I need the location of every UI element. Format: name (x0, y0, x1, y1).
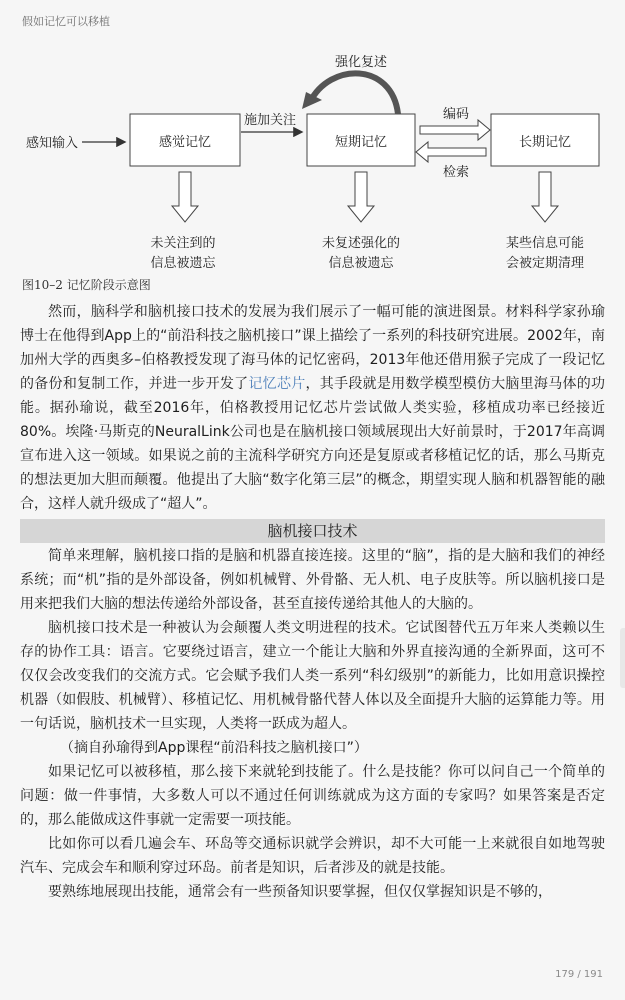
long-forget-line1: 某些信息可能 (505, 236, 585, 251)
long-forget-arrow (532, 172, 558, 222)
book-title-header: 假如记忆可以移植 (22, 15, 110, 28)
paragraph-6: 比如你可以看几遍会车、环岛等交通标识就学会辨识，却不大可能一上来就很自如地驾驶汽车、完成会车和顺利穿过环岛。前者是知识，后者涉及的就是技能。 (20, 836, 605, 876)
memory-chip-link[interactable]: 记忆芯片 (248, 376, 306, 392)
paragraph-7: 要熟练地展现出技能，通常会有一些预备知识要掌握，但仅仅掌握知识是不够的， (48, 884, 552, 900)
rehearsal-label: 强化复述 (334, 55, 388, 70)
paragraph-5: 如果记忆可以被移植，那么接下来就轮到技能了。什么是技能？你可以问自己一个简单的问题：做一件事情，大多数人可以不通过任何训练就成为这方面的专家吗？如果答案是否定的，那么能做成这件事就一定需要一项技能。 (20, 764, 605, 828)
rehearsal-loop-arrow (310, 73, 398, 114)
attention-label: 施加关注 (243, 113, 297, 128)
paragraph-1 (20, 300, 605, 516)
sensory-memory-label: 感觉记忆 (158, 135, 212, 150)
sensory-forget-line2: 信息被遗忘 (150, 256, 216, 271)
long-forget-line2: 会被定期清理 (505, 256, 585, 271)
section-heading: 脑机接口技术 (20, 519, 605, 543)
paragraph-1-text-a: 然而，脑科学和脑机接口技术的发展为我们展示了一幅可能的演进图景。材料科学家孙瑜博士在他得到App上的“前沿科技之脑机接口”课上描绘了一系列的科技研究进展。2002年，南加州大学的西奥多–伯格教授发现了海马体的记忆密码，2013年他还借用猴子完成了一段记忆的备份和复制工作，并进一步开发了 (20, 304, 605, 392)
paragraph-1-text-b: ，其手段就是用数学模型模仿大脑里海马体的功能。据孙瑜说，截至2016年，伯格教授用记忆芯片尝试做人类实验，移植成功率已经接近80%。埃隆·马斯克的NeuralLink公司也是在脑机接口领域展现出大好前景时，于2017年高调宣布进入这一领域。如果说之前的主流科学研究方向还是复原或者移植记忆的话，那么马斯克的想法更加大胆而颠覆。他提出了大脑“数字化第三层”的概念，期望实现人脑和机器智能的融合，这样人就升级成了“超人”。 (20, 376, 606, 512)
memory-stage-diagram (20, 52, 605, 274)
paragraph-3: 脑机接口技术是一种被认为会颠覆人类文明进程的技术。它试图替代五万年来人类赖以生存的协作工具：语言。它要绕过语言，建立一个能让大脑和外界直接沟通的全新界面，这可不仅仅会改变我们的交流方式。它会赋予我们人类一系列“科幻级别”的新能力，比如用意识操控机器（如假肢、机械臂）、移植记忆、用机械骨骼代替人体以及全面提升大脑的运算能力等。用一句话说，脑机技术一旦实现，人类将一跃成为超人。 (20, 620, 605, 732)
retrieve-arrow (416, 142, 486, 162)
short-term-memory-label: 短期记忆 (334, 135, 388, 150)
encode-label: 编码 (442, 107, 470, 122)
page-number: 179 / 191 (555, 969, 603, 980)
reader-page-content (20, 300, 605, 904)
short-forget-line2: 信息被遗忘 (328, 256, 394, 271)
figure-caption: 图10–2 记忆阶段示意图 (22, 278, 151, 292)
long-term-memory-label: 长期记忆 (518, 135, 572, 150)
source-quote: （摘自孙瑜得到App课程“前沿科技之脑机接口”） (60, 740, 368, 756)
retrieve-label: 检索 (442, 165, 470, 180)
sensory-forget-arrow (172, 172, 198, 222)
paragraph-2: 简单来理解，脑机接口指的是脑和机器直接连接。这里的“脑”，指的是大脑和我们的神经系统；而“机”指的是外部设备，例如机械臂、外骨骼、无人机、电子皮肤等。所以脑机接口是用来把我们大脑的想法传递给外部设备，甚至直接传递给其他人的大脑的。 (20, 548, 605, 612)
short-forget-arrow (348, 172, 374, 222)
encode-arrow (420, 120, 490, 140)
short-forget-line1: 未复述强化的 (321, 236, 401, 251)
sensory-forget-line1: 未关注到的 (150, 236, 216, 251)
page-turn-handle[interactable] (620, 628, 625, 688)
input-label: 感知输入 (26, 136, 79, 151)
